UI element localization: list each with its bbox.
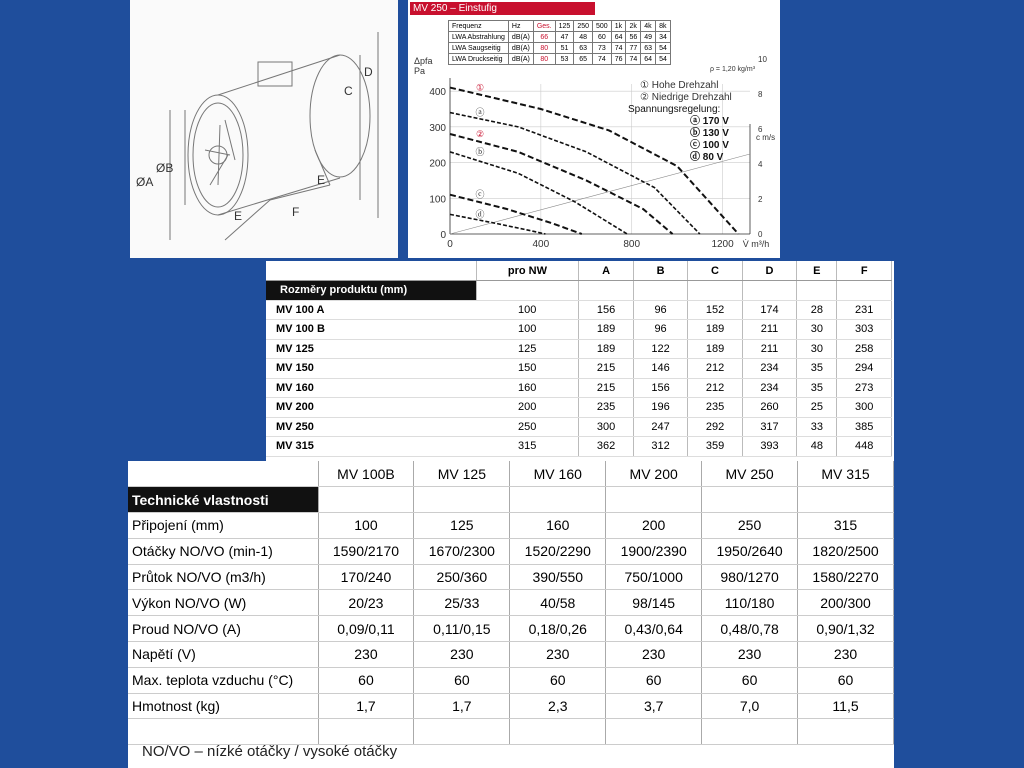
footnote: NO/VO – nízké otáčky / vysoké otáčky	[142, 743, 398, 760]
tech-value-cell: 230	[510, 642, 606, 668]
tech-value-cell: 980/1270	[702, 564, 798, 590]
dims-value-cell: 234	[742, 359, 796, 379]
dims-value-cell: 96	[633, 300, 687, 320]
series-curve-a	[450, 113, 700, 234]
freq-cell: 51	[555, 43, 574, 54]
tech-value-cell: 1590/2170	[318, 538, 414, 564]
density-note: ρ = 1,20 kg/m³	[710, 66, 756, 73]
dims-row	[266, 398, 892, 418]
tech-value-cell: 25/33	[414, 590, 510, 616]
dims-section-header: Rozměry produktu (mm)	[266, 281, 476, 301]
dimensions-panel	[266, 261, 894, 459]
freq-cell: 49	[641, 32, 656, 43]
tech-value-cell: 1580/2270	[798, 564, 894, 590]
legend-entry: ⓑ 130 V	[690, 128, 729, 139]
freq-cell: 65	[574, 54, 593, 65]
tech-label-cell: Průtok NO/VO (m3/h)	[128, 564, 318, 590]
tech-value-cell: 0,48/0,78	[702, 616, 798, 642]
dims-value-cell: 33	[797, 417, 837, 437]
x-tick-label: 1200	[711, 239, 734, 250]
legend-entry: ① Hohe Drehzahl	[640, 80, 719, 91]
chart-title: MV 250 – Einstufig	[410, 2, 595, 15]
dims-value-cell: 303	[837, 320, 892, 340]
dimensions-table	[266, 261, 892, 457]
tech-value-cell: 250	[702, 513, 798, 539]
dims-value-cell: 247	[633, 417, 687, 437]
tech-label-cell: Otáčky NO/VO (min-1)	[128, 538, 318, 564]
dims-value-cell: 234	[742, 378, 796, 398]
y-tick-label: 300	[429, 122, 446, 134]
tech-value-cell: 1820/2500	[798, 538, 894, 564]
tech-value-cell: 1900/2390	[606, 538, 702, 564]
dims-empty-cell	[837, 281, 892, 301]
dims-row	[266, 359, 892, 379]
freq-cell: 48	[574, 32, 593, 43]
freq-header-cell: Hz	[508, 21, 533, 32]
dims-value-cell: 385	[837, 417, 892, 437]
tech-value-cell: 7,0	[702, 693, 798, 719]
dims-value-cell: 260	[742, 398, 796, 418]
dims-header-cell: C	[688, 261, 742, 281]
dims-empty-cell	[742, 281, 796, 301]
tech-empty-cell	[798, 719, 894, 745]
tech-empty-cell	[606, 719, 702, 745]
dims-row	[266, 437, 892, 457]
freq-header-cell: Frequenz	[449, 21, 509, 32]
tech-label-cell: Proud NO/VO (A)	[128, 616, 318, 642]
dims-value-cell: 30	[797, 339, 837, 359]
tech-empty-cell	[318, 487, 414, 513]
tech-value-cell: 0,43/0,64	[606, 616, 702, 642]
freq-cell: 66	[533, 32, 555, 43]
c-axis-label: c m/s	[756, 133, 776, 142]
y-axis-label: Δpfa Pa	[414, 56, 433, 76]
dims-value-cell: 448	[837, 437, 892, 457]
tech-empty-cell	[702, 487, 798, 513]
freq-cell: 60	[593, 32, 612, 43]
freq-cell: 34	[656, 32, 671, 43]
dims-model-cell: MV 200	[266, 398, 476, 418]
freq-header-cell: 2k	[626, 21, 641, 32]
tech-value-cell: 11,5	[798, 693, 894, 719]
freq-cell: LWA Abstrahlung	[449, 32, 509, 43]
tech-value-cell: 0,90/1,32	[798, 616, 894, 642]
tech-value-cell: 230	[606, 642, 702, 668]
freq-cell: 77	[626, 43, 641, 54]
freq-header-cell: 250	[574, 21, 593, 32]
dims-value-cell: 212	[688, 378, 742, 398]
tech-value-cell: 100	[318, 513, 414, 539]
dims-value-cell: 212	[688, 359, 742, 379]
tech-row	[128, 693, 894, 719]
dims-empty-cell	[797, 281, 837, 301]
freq-header-cell: Ges.	[533, 21, 555, 32]
dims-value-cell: 146	[633, 359, 687, 379]
dims-value-cell: 156	[633, 378, 687, 398]
dims-header-cell: D	[742, 261, 796, 281]
tech-value-cell: 60	[414, 667, 510, 693]
freq-cell: 64	[641, 54, 656, 65]
technical-specs-table	[128, 461, 894, 745]
tech-value-cell: 2,3	[510, 693, 606, 719]
dims-header-cell: E	[797, 261, 837, 281]
performance-chart-panel	[408, 0, 780, 258]
dims-value-cell: 25	[797, 398, 837, 418]
tech-row	[128, 564, 894, 590]
tech-value-cell: 230	[798, 642, 894, 668]
freq-cell: 74	[626, 54, 641, 65]
tech-empty-cell	[128, 719, 318, 745]
legend-entry: ② Niedrige Drehzahl	[640, 92, 732, 103]
label-F: F	[292, 205, 300, 219]
dims-value-cell: 189	[579, 339, 633, 359]
freq-cell: 80	[533, 54, 555, 65]
tech-empty-cell	[414, 487, 510, 513]
dims-value-cell: 211	[742, 320, 796, 340]
tech-value-cell: 750/1000	[606, 564, 702, 590]
tech-empty-cell	[510, 487, 606, 513]
label-B: ØB	[156, 161, 174, 175]
freq-cell: LWA Druckseitig	[449, 54, 509, 65]
tech-empty-cell	[510, 719, 606, 745]
dims-value-cell: 393	[742, 437, 796, 457]
tech-model-header: MV 200	[606, 461, 702, 487]
tech-value-cell: 0,18/0,26	[510, 616, 606, 642]
freq-cell: 54	[656, 54, 671, 65]
dims-empty-cell	[476, 281, 579, 301]
dims-value-cell: 122	[633, 339, 687, 359]
dims-model-cell: MV 100 A	[266, 300, 476, 320]
label-A: ØA	[136, 175, 154, 189]
tech-value-cell: 110/180	[702, 590, 798, 616]
blue-bg-right2	[894, 261, 1024, 768]
dims-row	[266, 300, 892, 320]
tech-row	[128, 513, 894, 539]
tech-empty-cell	[798, 487, 894, 513]
label-C: C	[344, 84, 353, 98]
tech-value-cell: 230	[702, 642, 798, 668]
freq-cell: 47	[555, 32, 574, 43]
y-tick-label: 200	[429, 158, 446, 170]
dims-value-cell: 30	[797, 320, 837, 340]
freq-header-cell: 500	[593, 21, 612, 32]
tech-value-cell: 230	[414, 642, 510, 668]
tech-model-header: MV 250	[702, 461, 798, 487]
blue-bg-top-mid	[398, 0, 408, 261]
c-tick-label: 10	[758, 55, 767, 64]
velocity-line	[450, 154, 750, 234]
tech-model-header: MV 100B	[318, 461, 414, 487]
tech-value-cell: 40/58	[510, 590, 606, 616]
tech-value-cell: 230	[318, 642, 414, 668]
freq-cell: 56	[626, 32, 641, 43]
tech-value-cell: 1,7	[318, 693, 414, 719]
freq-cell: 63	[574, 43, 593, 54]
dims-model-cell: MV 100 B	[266, 320, 476, 340]
tech-model-header: MV 315	[798, 461, 894, 487]
dims-value-cell: 189	[579, 320, 633, 340]
tech-value-cell: 0,09/0,11	[318, 616, 414, 642]
freq-cell: 64	[611, 32, 626, 43]
dims-model-cell: MV 150	[266, 359, 476, 379]
dims-model-cell: MV 315	[266, 437, 476, 457]
dims-row	[266, 320, 892, 340]
dims-value-cell: 160	[476, 378, 579, 398]
legend-entry: Spannungsregelung:	[628, 104, 721, 115]
dims-header-cell: F	[837, 261, 892, 281]
label-E-left: E	[234, 209, 243, 223]
tech-value-cell: 98/145	[606, 590, 702, 616]
tech-model-header: MV 160	[510, 461, 606, 487]
tech-row	[128, 616, 894, 642]
tech-value-cell: 3,7	[606, 693, 702, 719]
tech-empty-cell	[318, 719, 414, 745]
tech-value-cell: 60	[318, 667, 414, 693]
freq-cell: LWA Saugseitig	[449, 43, 509, 54]
tech-value-cell: 1520/2290	[510, 538, 606, 564]
dims-value-cell: 250	[476, 417, 579, 437]
x-tick-label: 0	[447, 239, 453, 250]
freq-cell: 76	[611, 54, 626, 65]
tech-corner-cell	[128, 461, 318, 487]
dims-value-cell: 294	[837, 359, 892, 379]
c-tick-label: 4	[758, 160, 763, 169]
blue-bg-left	[0, 0, 130, 768]
series-label-c: ⓒ	[475, 189, 485, 200]
dims-row	[266, 339, 892, 359]
dims-model-cell: MV 250	[266, 417, 476, 437]
tech-label-cell: Max. teplota vzduchu (°C)	[128, 667, 318, 693]
series-label-a: ⓐ	[475, 107, 485, 118]
tech-empty-cell	[414, 719, 510, 745]
dims-value-cell: 231	[837, 300, 892, 320]
freq-header-cell: 1k	[611, 21, 626, 32]
freq-cell: 73	[593, 43, 612, 54]
tech-value-cell: 60	[606, 667, 702, 693]
dims-value-cell: 359	[688, 437, 742, 457]
dims-value-cell: 189	[688, 320, 742, 340]
c-tick-label: 0	[758, 230, 763, 239]
dims-value-cell: 96	[633, 320, 687, 340]
freq-cell: 63	[641, 43, 656, 54]
dims-value-cell: 189	[688, 339, 742, 359]
freq-cell: dB(A)	[508, 43, 533, 54]
dims-value-cell: 300	[579, 417, 633, 437]
chart-svg	[408, 0, 780, 258]
dims-header-cell: B	[633, 261, 687, 281]
dims-value-cell: 35	[797, 359, 837, 379]
dims-value-cell: 125	[476, 339, 579, 359]
series-label-b: ⓑ	[475, 146, 485, 157]
blue-bg-midleft	[130, 261, 266, 461]
tech-row	[128, 667, 894, 693]
dims-value-cell: 150	[476, 359, 579, 379]
dims-row	[266, 417, 892, 437]
freq-cell: 53	[555, 54, 574, 65]
dims-value-cell: 258	[837, 339, 892, 359]
series-label-d: ⓓ	[475, 209, 485, 220]
tech-value-cell: 0,11/0,15	[414, 616, 510, 642]
tech-value-cell: 200/300	[798, 590, 894, 616]
tech-row	[128, 590, 894, 616]
tech-value-cell: 170/240	[318, 564, 414, 590]
tech-label-cell: Výkon NO/VO (W)	[128, 590, 318, 616]
x-tick-label: 800	[623, 239, 641, 250]
tech-value-cell: 250/360	[414, 564, 510, 590]
dims-value-cell: 235	[579, 398, 633, 418]
tech-section-header: Technické vlastnosti	[128, 487, 318, 513]
tech-model-header: MV 125	[414, 461, 510, 487]
tech-value-cell: 160	[510, 513, 606, 539]
tech-value-cell: 60	[702, 667, 798, 693]
tech-label-cell: Připojení (mm)	[128, 513, 318, 539]
tech-value-cell: 125	[414, 513, 510, 539]
label-E-right: E	[317, 173, 326, 187]
freq-header-cell: 4k	[641, 21, 656, 32]
tech-row	[128, 642, 894, 668]
dims-value-cell: 200	[476, 398, 579, 418]
legend-entry: ⓐ 170 V	[690, 116, 729, 127]
x-axis-label: V̇ m³/h	[742, 239, 770, 249]
dims-value-cell: 174	[742, 300, 796, 320]
freq-header-cell: 8k	[656, 21, 671, 32]
fan-dimension-drawing	[130, 0, 398, 258]
dims-header-cell: pro NW	[476, 261, 579, 281]
dims-value-cell: 196	[633, 398, 687, 418]
freq-cell: dB(A)	[508, 32, 533, 43]
c-tick-label: 8	[758, 90, 763, 99]
dims-header-cell	[266, 261, 476, 281]
technical-specs-panel	[128, 461, 894, 768]
freq-cell: 74	[611, 43, 626, 54]
legend-entry: ⓓ 80 V	[690, 152, 724, 163]
fan-drawing-svg	[130, 0, 398, 258]
tech-value-cell: 200	[606, 513, 702, 539]
y-tick-label: 100	[429, 194, 446, 206]
y-tick-label: 400	[429, 87, 446, 99]
dims-row	[266, 378, 892, 398]
dims-value-cell: 215	[579, 378, 633, 398]
series-label-1: ①	[475, 82, 485, 93]
tech-empty-cell	[606, 487, 702, 513]
dims-value-cell: 28	[797, 300, 837, 320]
series-label-2: ②	[475, 129, 485, 139]
tech-value-cell: 60	[510, 667, 606, 693]
dims-model-cell: MV 125	[266, 339, 476, 359]
dims-value-cell: 152	[688, 300, 742, 320]
dims-empty-cell	[579, 281, 633, 301]
tech-value-cell: 1670/2300	[414, 538, 510, 564]
dims-model-cell: MV 160	[266, 378, 476, 398]
tech-label-cell: Hmotnost (kg)	[128, 693, 318, 719]
y-tick-label: 0	[440, 230, 446, 241]
tech-value-cell: 20/23	[318, 590, 414, 616]
dims-value-cell: 211	[742, 339, 796, 359]
dims-empty-cell	[688, 281, 742, 301]
dims-value-cell: 35	[797, 378, 837, 398]
tech-empty-cell	[702, 719, 798, 745]
dims-value-cell: 292	[688, 417, 742, 437]
freq-cell: 54	[656, 43, 671, 54]
dims-value-cell: 273	[837, 378, 892, 398]
legend-entry: ⓒ 100 V	[690, 140, 729, 151]
freq-cell: 74	[593, 54, 612, 65]
dims-value-cell: 315	[476, 437, 579, 457]
dims-value-cell: 100	[476, 320, 579, 340]
dims-header-cell: A	[579, 261, 633, 281]
tech-value-cell: 315	[798, 513, 894, 539]
x-tick-label: 400	[532, 239, 550, 250]
c-tick-label: 6	[758, 125, 763, 134]
dims-value-cell: 235	[688, 398, 742, 418]
dims-value-cell: 48	[797, 437, 837, 457]
dims-value-cell: 215	[579, 359, 633, 379]
dims-empty-cell	[633, 281, 687, 301]
blue-bg-right	[780, 0, 1024, 261]
tech-value-cell: 390/550	[510, 564, 606, 590]
dims-value-cell: 312	[633, 437, 687, 457]
dims-value-cell: 317	[742, 417, 796, 437]
dims-value-cell: 156	[579, 300, 633, 320]
c-tick-label: 2	[758, 195, 763, 204]
tech-value-cell: 60	[798, 667, 894, 693]
dims-value-cell: 362	[579, 437, 633, 457]
freq-cell: dB(A)	[508, 54, 533, 65]
freq-header-cell: 125	[555, 21, 574, 32]
tech-row	[128, 538, 894, 564]
dims-value-cell: 300	[837, 398, 892, 418]
tech-label-cell: Napětí (V)	[128, 642, 318, 668]
dims-value-cell: 100	[476, 300, 579, 320]
freq-cell: 80	[533, 43, 555, 54]
tech-value-cell: 1950/2640	[702, 538, 798, 564]
label-D: D	[364, 65, 373, 79]
tech-value-cell: 1,7	[414, 693, 510, 719]
